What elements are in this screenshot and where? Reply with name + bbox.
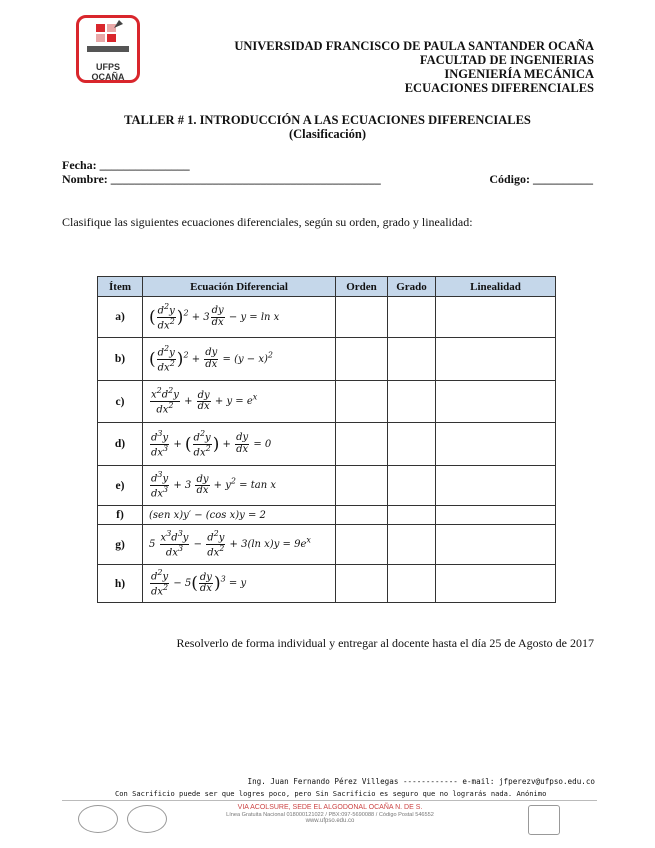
degree-cell[interactable] [388, 565, 436, 603]
equation-e: $\frac{d^3y}{dx^3}$ + 3 $\frac{dy}{dx}$ + $y^2 = \tan x$ [143, 466, 336, 506]
footer-quote: Con Sacrificio puede ser que logres poco, pero Sin Sacrificio es seguro que no lograrás nada. Anónimo [115, 789, 547, 798]
page-title: TALLER # 1. INTRODUCCIÓN A LAS ECUACIONES DIFERENCIALES [124, 113, 531, 127]
linearity-cell[interactable] [436, 338, 556, 381]
submission-note: Resolverlo de forma individual y entregar al docente hasta el día 25 de Agosto de 2017 [176, 636, 594, 650]
equation-h: $\frac{d^2y}{dx^2}$ − 5( $\frac{dy}{dx}$ )$^3$ = y [143, 565, 336, 603]
linearity-cell[interactable] [436, 423, 556, 466]
equation-a: ( $\frac{d^2y}{dx^2}$ )$^2$ + 3 $\frac{dy}{dx}$ − y = ln x [143, 297, 336, 338]
logo-text: UFPS OCAÑA [91, 62, 125, 82]
header-item: Ítem [98, 277, 143, 297]
footer-phone: Línea Gratuita Nacional 018000121022 / PBX:097-5690088 / Código Postal 546552 [226, 812, 434, 819]
row-label: h) [98, 565, 143, 603]
table-row [98, 381, 556, 423]
iqnet-badge-icon [127, 805, 167, 833]
table-header-row [98, 277, 556, 297]
equation-f: (sen x)y′ − (cos x)y = 2 [143, 506, 336, 525]
instructions: Clasifique las siguientes ecuaciones diferenciales, según su orden, grado y linealidad: [62, 215, 473, 229]
table-row [98, 423, 556, 466]
header-degree: Grado [388, 277, 436, 297]
university-name: UNIVERSIDAD FRANCISCO DE PAULA SANTANDER OCAÑA [234, 39, 594, 53]
degree-cell[interactable] [388, 338, 436, 381]
degree-cell[interactable] [388, 506, 436, 525]
linearity-cell[interactable] [436, 297, 556, 338]
order-cell[interactable] [336, 466, 388, 506]
linearity-cell[interactable] [436, 381, 556, 423]
table-row [98, 297, 556, 338]
degree-cell[interactable] [388, 423, 436, 466]
row-label: a) [98, 297, 143, 338]
row-label: d) [98, 423, 143, 466]
degree-cell[interactable] [388, 525, 436, 565]
header-order: Orden [336, 277, 388, 297]
codigo-field: Código: __________ [489, 172, 593, 186]
degree-cell[interactable] [388, 381, 436, 423]
table-row [98, 565, 556, 603]
table-row [98, 525, 556, 565]
row-label: c) [98, 381, 143, 423]
footer-divider [62, 800, 597, 801]
page-subtitle: (Clasificación) [288, 127, 367, 141]
equation-d: $\frac{d^3y}{dx^3}$ + ( $\frac{d^2y}{dx^2}$ ) + $\frac{dy}{dx}$ = 0 [143, 423, 336, 466]
order-cell[interactable] [336, 423, 388, 466]
fecha-field: Fecha: _______________ [62, 158, 190, 172]
ufps-logo [76, 15, 140, 83]
degree-cell[interactable] [388, 297, 436, 338]
linearity-cell[interactable] [436, 565, 556, 603]
header-linearity: Linealidad [436, 277, 556, 297]
certification-badge-icon [78, 805, 118, 833]
equation-g: 5 $\frac{x^3d^3y}{dx^3}$ − $\frac{d^2y}{dx^2}$ + 3(ln $x)y = 9e^x$ [143, 525, 336, 565]
order-cell[interactable] [336, 297, 388, 338]
table-row [98, 506, 556, 525]
row-label: e) [98, 466, 143, 506]
footer-address: VIA ACOLSURE, SEDE EL ALGODONAL OCAÑA N. DE S. [237, 804, 423, 811]
nombre-field: Nombre: _____________________________________________ [62, 172, 381, 186]
subject-name: ECUACIONES DIFERENCIALES [404, 81, 594, 95]
row-label: b) [98, 338, 143, 381]
header-equation: Ecuación Diferencial [143, 277, 336, 297]
linearity-cell[interactable] [436, 525, 556, 565]
table-row [98, 466, 556, 506]
order-cell[interactable] [336, 525, 388, 565]
footer-web[interactable]: www.ufpso.edu.co [305, 818, 355, 825]
order-cell[interactable] [336, 381, 388, 423]
order-cell[interactable] [336, 565, 388, 603]
order-cell[interactable] [336, 338, 388, 381]
equation-c: $\frac{x^2d^2y}{dx^2}$ + $\frac{dy}{dx}$ + $y = e^x$ [143, 381, 336, 423]
sgs-certification-icon [528, 805, 560, 835]
table-row [98, 338, 556, 381]
linearity-cell[interactable] [436, 466, 556, 506]
degree-cell[interactable] [388, 466, 436, 506]
row-label: f) [98, 506, 143, 525]
footer-address-block [180, 804, 480, 825]
row-label: g) [98, 525, 143, 565]
program-name: INGENIERÍA MECÁNICA [444, 67, 594, 81]
faculty-name: FACULTAD DE INGENIERIAS [419, 53, 594, 67]
linearity-cell[interactable] [436, 506, 556, 525]
equation-b: ( $\frac{d^2y}{dx^2}$ )$^2$ + $\frac{dy}{dx}$ = $(y - x)^2$ [143, 338, 336, 381]
equations-table [97, 276, 556, 603]
footer-contact: Ing. Juan Fernando Pérez Villegas ------------ e-mail: jfperezv@ufpso.edu.co [247, 777, 595, 786]
order-cell[interactable] [336, 506, 388, 525]
